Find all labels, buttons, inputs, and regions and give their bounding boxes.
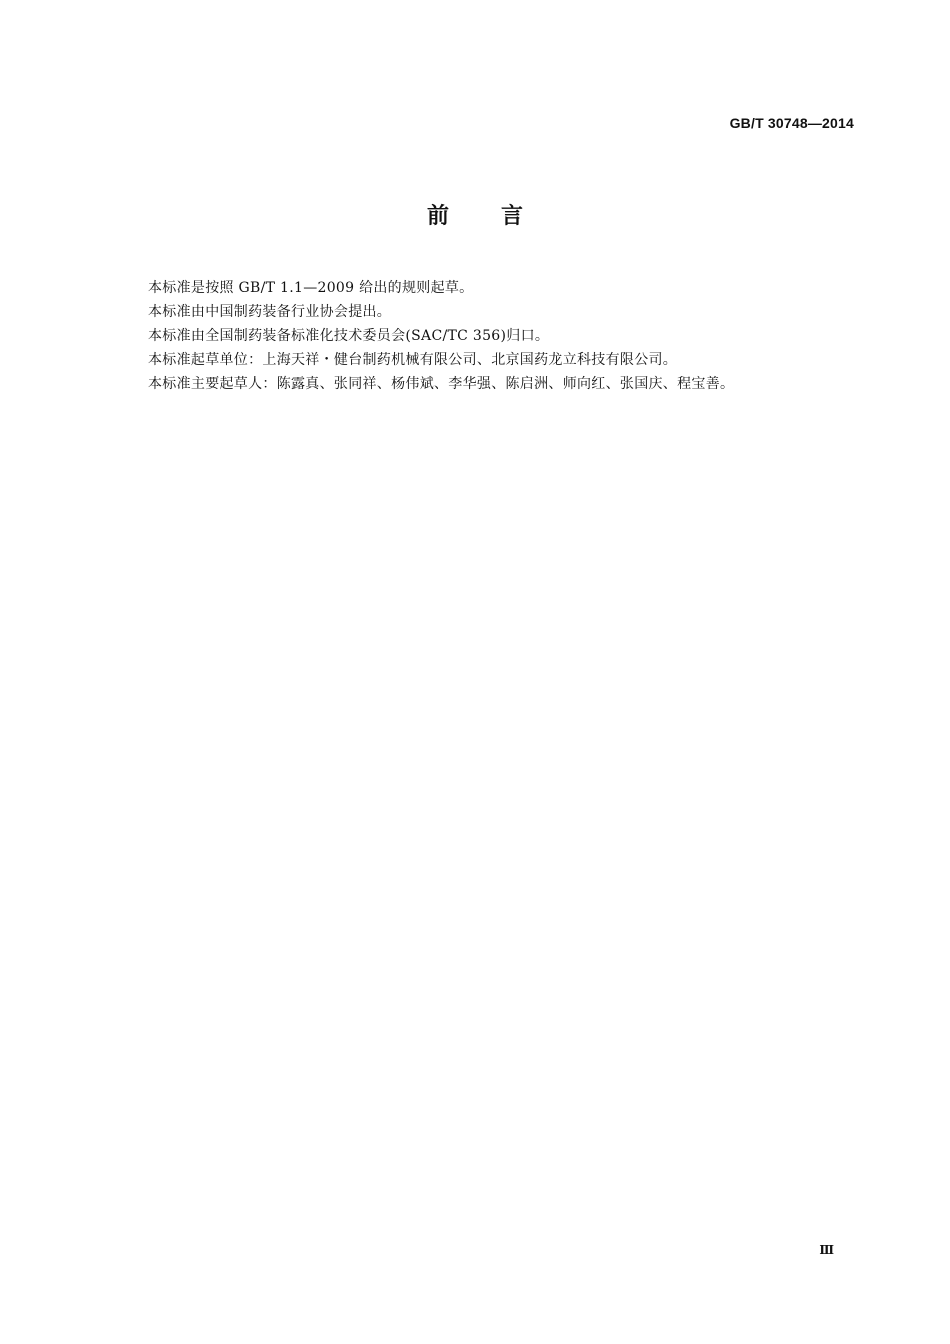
foreword-body	[148, 276, 848, 396]
page-title	[0, 199, 950, 230]
standard-code: GB/T 30748—2014	[729, 115, 854, 131]
title-char-2: 言	[501, 204, 524, 229]
paragraph-proposer: 本标准由中国制药装备行业协会提出。	[148, 304, 392, 320]
title-char-1: 前	[426, 204, 449, 229]
page-number: Ⅲ	[819, 1243, 833, 1257]
paragraph-drafting-rules: 本标准是按照 GB/T 1.1—2009 给出的规则起草。	[148, 280, 474, 296]
paragraph-technical-committee: 本标准由全国制药装备标准化技术委员会(SAC/TC 356)归口。	[148, 328, 550, 344]
paragraph-drafting-units: 本标准起草单位：上海天祥・健台制药机械有限公司、北京国药龙立科技有限公司。	[148, 352, 678, 368]
paragraph-drafters: 本标准主要起草人：陈露真、张同祥、杨伟斌、李华强、陈启洲、师向红、张国庆、程宝善。	[148, 376, 735, 392]
